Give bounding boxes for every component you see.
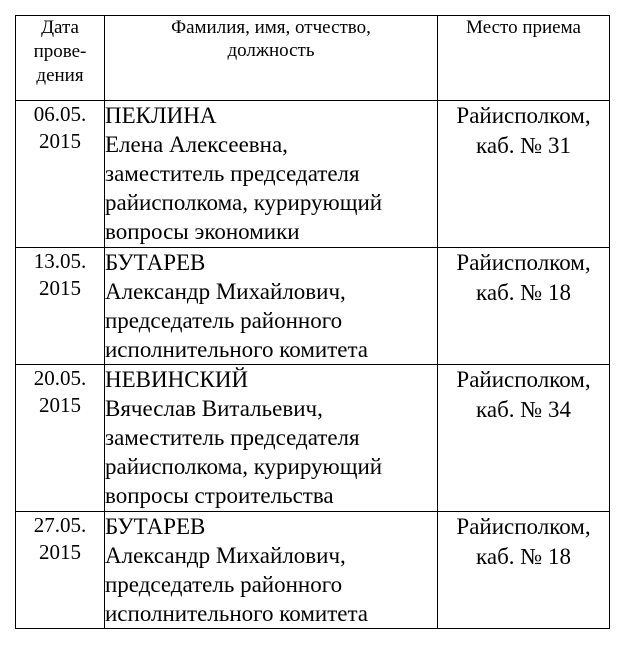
- table-row: [16, 248, 610, 365]
- person-position: председатель районного исполнительного комитета: [105, 572, 368, 626]
- person-position: заместитель председателя райисполкома, курирующий вопросы экономики: [105, 161, 383, 244]
- table-header-row: [16, 16, 610, 101]
- date-cell: 13.05. 2015: [16, 248, 105, 365]
- person-position: председатель районного исполнительного комитета: [105, 308, 368, 362]
- place-cell: Райисполком, каб. № 34: [438, 365, 610, 512]
- person-cell: [105, 248, 438, 365]
- person-position: заместитель председателя райисполкома, курирующий вопросы строительства: [105, 425, 383, 508]
- header-place: Место приема: [438, 16, 610, 101]
- person-given-names: Вячеслав Витальевич,: [105, 396, 323, 421]
- reception-schedule-table: [15, 15, 610, 629]
- person-given-names: Александр Михайлович,: [105, 543, 346, 568]
- person-surname: НЕВИНСКИЙ: [105, 367, 249, 392]
- place-cell: Райисполком, каб. № 18: [438, 248, 610, 365]
- table-row: [16, 101, 610, 248]
- header-person: Фамилия, имя, отчество, должность: [105, 16, 438, 101]
- header-date: Дата прове- дения: [16, 16, 105, 101]
- person-surname: ПЕКЛИНА: [105, 103, 217, 128]
- person-surname: БУТАРЕВ: [105, 250, 206, 275]
- person-surname: БУТАРЕВ: [105, 514, 206, 539]
- date-cell: 20.05. 2015: [16, 365, 105, 512]
- place-cell: Райисполком, каб. № 18: [438, 512, 610, 629]
- table-row: [16, 365, 610, 512]
- place-cell: Райисполком, каб. № 31: [438, 101, 610, 248]
- person-cell: [105, 512, 438, 629]
- table-row: [16, 512, 610, 629]
- person-given-names: Елена Алексеевна,: [105, 132, 288, 157]
- date-cell: 27.05. 2015: [16, 512, 105, 629]
- person-cell: [105, 101, 438, 248]
- date-cell: 06.05. 2015: [16, 101, 105, 248]
- person-given-names: Александр Михайлович,: [105, 279, 346, 304]
- person-cell: [105, 365, 438, 512]
